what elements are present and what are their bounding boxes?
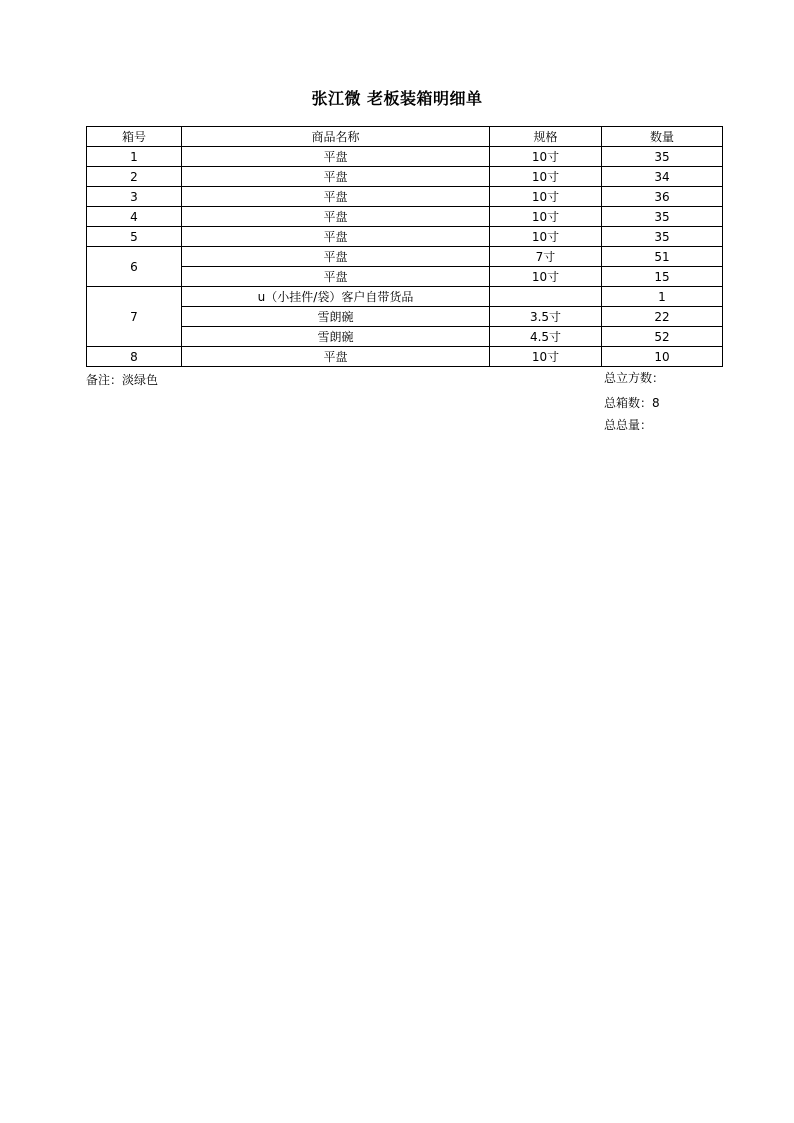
product-quantity: 52 xyxy=(602,327,723,347)
product-spec: 10寸 xyxy=(490,147,602,167)
product-name: 雪朗碗 xyxy=(182,327,490,347)
box-number: 6 xyxy=(87,247,182,287)
table-row xyxy=(87,227,723,247)
product-spec xyxy=(490,287,602,307)
product-spec: 4.5寸 xyxy=(490,327,602,347)
product-quantity: 34 xyxy=(602,167,723,187)
product-quantity: 35 xyxy=(602,207,723,227)
product-quantity: 22 xyxy=(602,307,723,327)
document-title: 张江微 老板装箱明细单 xyxy=(311,89,483,108)
box-number: 8 xyxy=(87,347,182,367)
product-name: 平盘 xyxy=(182,207,490,227)
product-spec: 10寸 xyxy=(490,167,602,187)
table-row xyxy=(87,167,723,187)
product-name: 平盘 xyxy=(182,147,490,167)
product-name: 平盘 xyxy=(182,167,490,187)
product-spec: 10寸 xyxy=(490,207,602,227)
product-quantity: 51 xyxy=(602,247,723,267)
product-spec: 7寸 xyxy=(490,247,602,267)
table-row xyxy=(87,307,723,327)
table-row xyxy=(87,267,723,287)
product-name: 平盘 xyxy=(182,267,490,287)
product-name: 平盘 xyxy=(182,227,490,247)
product-quantity: 15 xyxy=(602,267,723,287)
table-row xyxy=(87,147,723,167)
product-quantity: 35 xyxy=(602,227,723,247)
header-spec: 规格 xyxy=(490,127,602,147)
table-row xyxy=(87,287,723,307)
table-row xyxy=(87,347,723,367)
box-number: 1 xyxy=(87,147,182,167)
total-weight: 总总量： xyxy=(604,418,653,432)
product-name: u（小挂件/袋）客户自带货品 xyxy=(182,287,490,307)
product-quantity: 35 xyxy=(602,147,723,167)
packing-list-table xyxy=(86,126,723,367)
header-box-no: 箱号 xyxy=(87,127,182,147)
product-spec: 10寸 xyxy=(490,227,602,247)
box-number: 7 xyxy=(87,287,182,347)
product-spec: 10寸 xyxy=(490,187,602,207)
product-quantity: 36 xyxy=(602,187,723,207)
product-spec: 10寸 xyxy=(490,267,602,287)
table-row xyxy=(87,327,723,347)
table-header-row xyxy=(87,127,723,147)
table-row xyxy=(87,247,723,267)
table-row xyxy=(87,207,723,227)
product-spec: 10寸 xyxy=(490,347,602,367)
product-spec: 3.5寸 xyxy=(490,307,602,327)
product-name: 平盘 xyxy=(182,347,490,367)
total-volume: 总立方数： xyxy=(604,371,665,385)
table-row xyxy=(87,187,723,207)
header-quantity: 数量 xyxy=(602,127,723,147)
product-name: 平盘 xyxy=(182,187,490,207)
product-quantity: 10 xyxy=(602,347,723,367)
total-boxes: 总箱数：8 xyxy=(604,396,660,410)
box-number: 3 xyxy=(87,187,182,207)
notes-text: 备注：淡绿色 xyxy=(86,373,159,387)
product-name: 平盘 xyxy=(182,247,490,267)
product-name: 雪朗碗 xyxy=(182,307,490,327)
product-quantity: 1 xyxy=(602,287,723,307)
header-product-name: 商品名称 xyxy=(182,127,490,147)
box-number: 4 xyxy=(87,207,182,227)
box-number: 5 xyxy=(87,227,182,247)
box-number: 2 xyxy=(87,167,182,187)
